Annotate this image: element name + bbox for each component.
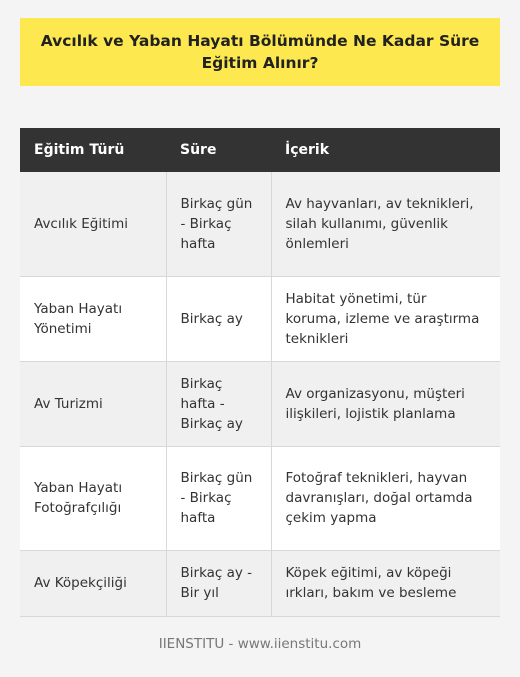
education-table bbox=[20, 128, 500, 617]
table-row bbox=[20, 361, 500, 446]
cell-education-type: Yaban Hayatı Fotoğrafçılığı bbox=[20, 446, 166, 550]
page-title-text: Avcılık ve Yaban Hayatı Bölümünde Ne Kadar Süre Eğitim Alınır? bbox=[40, 32, 480, 72]
table-row bbox=[20, 446, 500, 550]
table-row bbox=[20, 172, 500, 276]
page-title bbox=[20, 18, 500, 86]
cell-duration: Birkaç ay - Bir yıl bbox=[166, 550, 271, 616]
cell-education-type: Av Turizmi bbox=[20, 361, 166, 446]
cell-education-type: Yaban Hayatı Yönetimi bbox=[20, 276, 166, 361]
cell-duration: Birkaç gün - Birkaç hafta bbox=[166, 172, 271, 276]
header-content: İçerik bbox=[271, 128, 500, 172]
table-row bbox=[20, 276, 500, 361]
table-row bbox=[20, 550, 500, 616]
cell-content: Av hayvanları, av teknikleri, silah kullanımı, güvenlik önlemleri bbox=[271, 172, 500, 276]
cell-duration: Birkaç ay bbox=[166, 276, 271, 361]
cell-duration: Birkaç hafta - Birkaç ay bbox=[166, 361, 271, 446]
cell-content: Habitat yönetimi, tür koruma, izleme ve araştırma teknikleri bbox=[271, 276, 500, 361]
footer-credit: IIENSTITU - www.iienstitu.com bbox=[158, 636, 362, 652]
cell-content: Fotoğraf teknikleri, hayvan davranışları, doğal ortamda çekim yapma bbox=[271, 446, 500, 550]
cell-education-type: Avcılık Eğitimi bbox=[20, 172, 166, 276]
cell-content: Av organizasyonu, müşteri ilişkileri, lojistik planlama bbox=[271, 361, 500, 446]
table-header-row bbox=[20, 128, 500, 172]
cell-education-type: Av Köpekçiliği bbox=[20, 550, 166, 616]
cell-duration: Birkaç gün - Birkaç hafta bbox=[166, 446, 271, 550]
cell-content: Köpek eğitimi, av köpeği ırkları, bakım ve besleme bbox=[271, 550, 500, 616]
header-education-type: Eğitim Türü bbox=[20, 128, 166, 172]
header-duration: Süre bbox=[166, 128, 271, 172]
